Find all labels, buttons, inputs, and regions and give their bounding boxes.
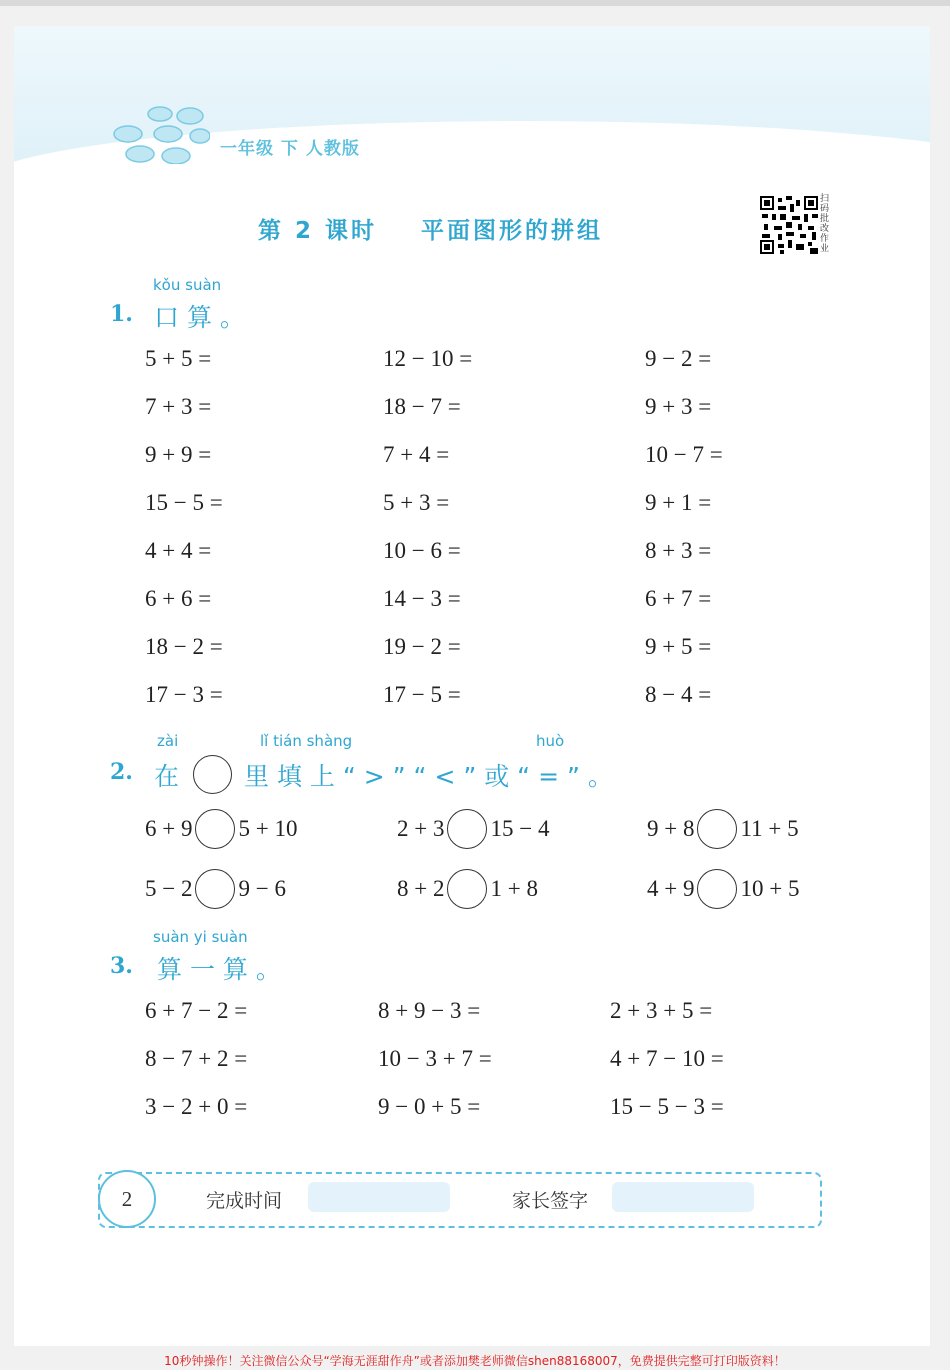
lesson-title: 第 2 课时 平面图形的拼组 (258, 218, 604, 244)
oral-calc-problem: 10 − 6 = (383, 538, 461, 563)
oral-calc-problem: 6 + 6 = (145, 586, 212, 611)
top-strip (0, 0, 950, 6)
section-2-pinyin-li-tian-shang: lǐ tián shàng (260, 732, 353, 750)
comparison-left: 5 − 2 (145, 876, 193, 901)
section-2-number: 2. (110, 759, 133, 785)
completion-time-field[interactable] (308, 1182, 450, 1212)
oral-calc-problem: 5 + 3 = (383, 490, 450, 515)
oral-calc-problem: 9 + 1 = (645, 490, 712, 515)
comparison-problem (647, 809, 799, 849)
mixed-calc-problem: 8 − 7 + 2 = (145, 1046, 248, 1071)
section-2-pinyin-huo: huò (536, 732, 565, 750)
oral-calc-problem: 15 − 5 = (145, 490, 223, 515)
qr-caption: 扫码批改作业 (820, 194, 830, 254)
oral-calc-problem: 14 − 3 = (383, 586, 461, 611)
parent-signature-field[interactable] (612, 1182, 754, 1212)
answer-circle[interactable] (195, 809, 235, 849)
mixed-calc-problem: 10 − 3 + 7 = (378, 1046, 492, 1071)
section-3-number: 3. (110, 953, 133, 979)
comparison-right: 1 + 8 (490, 876, 538, 901)
section-3-pinyin: suàn yi suàn (153, 928, 248, 946)
oral-calc-problem: 10 − 7 = (645, 442, 723, 467)
comparison-left: 9 + 8 (647, 816, 695, 841)
answer-circle[interactable] (697, 869, 737, 909)
mixed-calc-problem: 6 + 7 − 2 = (145, 998, 248, 1023)
oral-calc-problem: 17 − 5 = (383, 682, 461, 707)
oral-calc-problem: 7 + 4 = (383, 442, 450, 467)
section-3-title: 算 一 算 。 (157, 955, 281, 984)
qr-code-icon[interactable] (760, 196, 818, 254)
clouds-decoration (110, 104, 210, 164)
oral-calc-problem: 8 − 4 = (645, 682, 712, 707)
section-2-title-zai: 在 (154, 761, 180, 791)
oral-calc-problem: 5 + 5 = (145, 346, 212, 371)
comparison-problem (647, 869, 799, 909)
mixed-calc-problem: 3 − 2 + 0 = (145, 1094, 248, 1119)
section-2-pinyin-zai: zài (157, 732, 179, 750)
mixed-calc-problem: 2 + 3 + 5 = (610, 998, 713, 1023)
comparison-left: 4 + 9 (647, 876, 695, 901)
comparison-problem (145, 809, 297, 849)
comparison-left: 6 + 9 (145, 816, 193, 841)
comparison-problem (397, 809, 549, 849)
oral-calc-problem: 9 + 3 = (645, 394, 712, 419)
comparison-right: 9 − 6 (238, 876, 286, 901)
answer-circle[interactable] (447, 809, 487, 849)
grade-label: 一年级 下 人教版 (220, 139, 360, 159)
section-2-title-rest: 里 填 上 “ > ” “ < ” 或 “ = ” 。 (244, 761, 613, 791)
comparison-right: 15 − 4 (490, 816, 550, 841)
oral-calc-problem: 8 + 3 = (645, 538, 712, 563)
oral-calc-problem: 9 + 9 = (145, 442, 212, 467)
section-2-title (154, 755, 613, 794)
oral-calc-problem: 9 + 5 = (645, 634, 712, 659)
mixed-calc-problem: 4 + 7 − 10 = (610, 1046, 724, 1071)
oral-calc-problem: 19 − 2 = (383, 634, 461, 659)
title-circle-icon (193, 755, 232, 794)
header-banner (14, 26, 930, 171)
comparison-left: 2 + 3 (397, 816, 445, 841)
mixed-calc-problem: 8 + 9 − 3 = (378, 998, 481, 1023)
completion-time-label: 完成时间 (206, 1190, 283, 1212)
section-1-pinyin: kǒu suàn (153, 276, 222, 294)
oral-calc-problem: 7 + 3 = (145, 394, 212, 419)
comparison-problem (397, 869, 538, 909)
footer-bar (98, 1172, 822, 1228)
comparison-right: 5 + 10 (238, 816, 298, 841)
page-number: 2 (98, 1170, 156, 1228)
comparison-right: 10 + 5 (740, 876, 800, 901)
comparison-left: 8 + 2 (397, 876, 445, 901)
comparison-problem (145, 869, 286, 909)
worksheet-page (14, 26, 930, 1346)
section-1-title: 口 算 。 (154, 303, 245, 332)
answer-circle[interactable] (447, 869, 487, 909)
comparison-right: 11 + 5 (740, 816, 799, 841)
answer-circle[interactable] (195, 869, 235, 909)
section-1-number: 1. (110, 301, 133, 327)
promo-notice: 10秒钟操作！关注微信公众号“学海无涯甜作舟”或者添加樊老师微信shen88168007，免费提供完整可打印版资料！ (164, 1354, 786, 1368)
oral-calc-problem: 17 − 3 = (145, 682, 223, 707)
mixed-calc-problem: 15 − 5 − 3 = (610, 1094, 724, 1119)
oral-calc-problem: 18 − 2 = (145, 634, 223, 659)
oral-calc-problem: 9 − 2 = (645, 346, 712, 371)
oral-calc-problem: 12 − 10 = (383, 346, 473, 371)
parent-signature-label: 家长签字 (512, 1190, 589, 1212)
mixed-calc-problem: 9 − 0 + 5 = (378, 1094, 481, 1119)
oral-calc-problem: 4 + 4 = (145, 538, 212, 563)
answer-circle[interactable] (697, 809, 737, 849)
oral-calc-problem: 6 + 7 = (645, 586, 712, 611)
oral-calc-problem: 18 − 7 = (383, 394, 461, 419)
